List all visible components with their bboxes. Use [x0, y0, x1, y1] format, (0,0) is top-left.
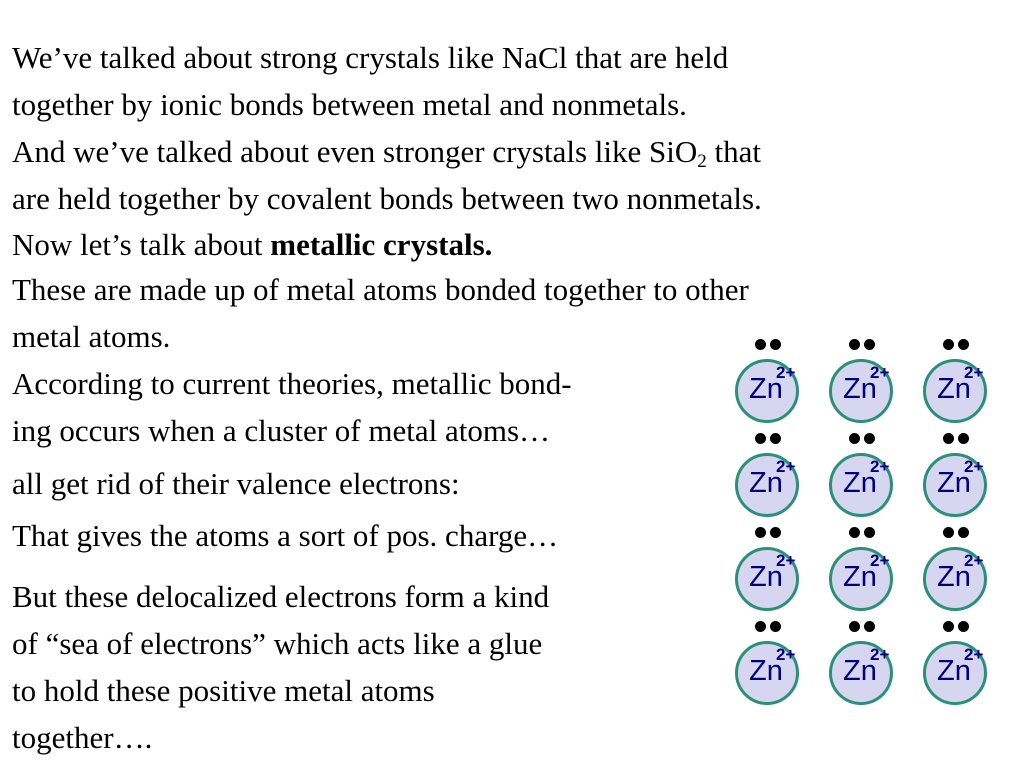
zinc-ion [829, 453, 893, 517]
electron-dot [770, 621, 781, 632]
zinc-ion [735, 359, 799, 423]
electron-dot [849, 621, 860, 632]
electron-dot [943, 433, 954, 444]
element-symbol: Zn [937, 467, 971, 499]
electron-dot [864, 527, 875, 538]
electron-dot [943, 339, 954, 350]
ion-charge: 2+ [776, 457, 796, 476]
zinc-ion [923, 641, 987, 705]
text-line: to hold these positive metal atoms [12, 673, 435, 708]
ion-charge: 2+ [870, 645, 890, 664]
electron-dot [770, 433, 781, 444]
text-segment: Now let’s talk about [12, 227, 271, 262]
electron-dot [849, 527, 860, 538]
electron-dot [958, 339, 969, 350]
zinc-ion [923, 547, 987, 611]
subscript: 2 [697, 151, 707, 172]
electron-pair [943, 433, 969, 445]
zinc-ion [735, 547, 799, 611]
electron-pair [755, 621, 781, 633]
zinc-ion [923, 359, 987, 423]
text-line: metal atoms. [12, 319, 171, 354]
text-line: But these delocalized electrons form a kind [12, 579, 550, 614]
electron-dot [943, 527, 954, 538]
electron-pair [849, 433, 875, 445]
ion-charge: 2+ [870, 457, 890, 476]
electron-dot [958, 433, 969, 444]
text-line: According to current theories, metallic bond- [12, 366, 572, 401]
ion-charge: 2+ [964, 363, 984, 382]
electron-dot [755, 339, 766, 350]
electron-pair [755, 527, 781, 539]
electron-pair [849, 621, 875, 633]
ion-charge: 2+ [870, 551, 890, 570]
element-symbol: Zn [937, 373, 971, 405]
element-symbol: Zn [843, 561, 877, 593]
element-symbol: Zn [843, 655, 877, 687]
electron-dot [864, 339, 875, 350]
electron-dot [755, 621, 766, 632]
electron-pair [755, 433, 781, 445]
zinc-ion [829, 547, 893, 611]
text-line: together…. [12, 720, 153, 755]
electron-dot [943, 621, 954, 632]
electron-dot [864, 433, 875, 444]
electron-dot [755, 433, 766, 444]
text-segment: And we’ve talked about even stronger crystals like SiO [12, 134, 698, 169]
zinc-ion [829, 359, 893, 423]
element-symbol: Zn [937, 655, 971, 687]
text-line: We’ve talked about strong crystals like NaCl that are held [12, 40, 729, 75]
electron-pair [849, 527, 875, 539]
text-line: together by ionic bonds between metal and nonmetals. [12, 87, 687, 122]
zinc-ion [829, 641, 893, 705]
electron-dot [770, 527, 781, 538]
element-symbol: Zn [749, 467, 783, 499]
ion-charge: 2+ [776, 363, 796, 382]
ion-charge: 2+ [870, 363, 890, 382]
zinc-ion [735, 641, 799, 705]
electron-dot [958, 621, 969, 632]
bold-term: metallic crystals. [270, 227, 493, 262]
element-symbol: Zn [749, 561, 783, 593]
text-line: These are made up of metal atoms bonded together to other [12, 272, 749, 307]
electron-dot [849, 339, 860, 350]
element-symbol: Zn [843, 373, 877, 405]
electron-pair [943, 621, 969, 633]
text-line: are held together by covalent bonds between two nonmetals. [12, 181, 762, 216]
text-segment: that [706, 134, 762, 169]
ion-charge: 2+ [964, 457, 984, 476]
text-line: of “sea of electrons” which acts like a glue [12, 626, 543, 661]
electron-dot [770, 339, 781, 350]
ion-charge: 2+ [964, 551, 984, 570]
electron-pair [755, 339, 781, 351]
ion-charge: 2+ [964, 645, 984, 664]
electron-dot [755, 527, 766, 538]
zinc-ion [923, 453, 987, 517]
element-symbol: Zn [937, 561, 971, 593]
electron-dot [849, 433, 860, 444]
text-line: all get rid of their valence electrons: [12, 466, 460, 501]
element-symbol: Zn [749, 373, 783, 405]
electron-dot [958, 527, 969, 538]
ion-charge: 2+ [776, 551, 796, 570]
electron-pair [943, 339, 969, 351]
text-line: ing occurs when a cluster of metal atoms… [12, 413, 551, 448]
ion-charge: 2+ [776, 645, 796, 664]
electron-pair [943, 527, 969, 539]
element-symbol: Zn [749, 655, 783, 687]
text-line: That gives the atoms a sort of pos. charge… [12, 518, 559, 553]
electron-dot [864, 621, 875, 632]
zinc-ion [735, 453, 799, 517]
electron-pair [849, 339, 875, 351]
element-symbol: Zn [843, 467, 877, 499]
